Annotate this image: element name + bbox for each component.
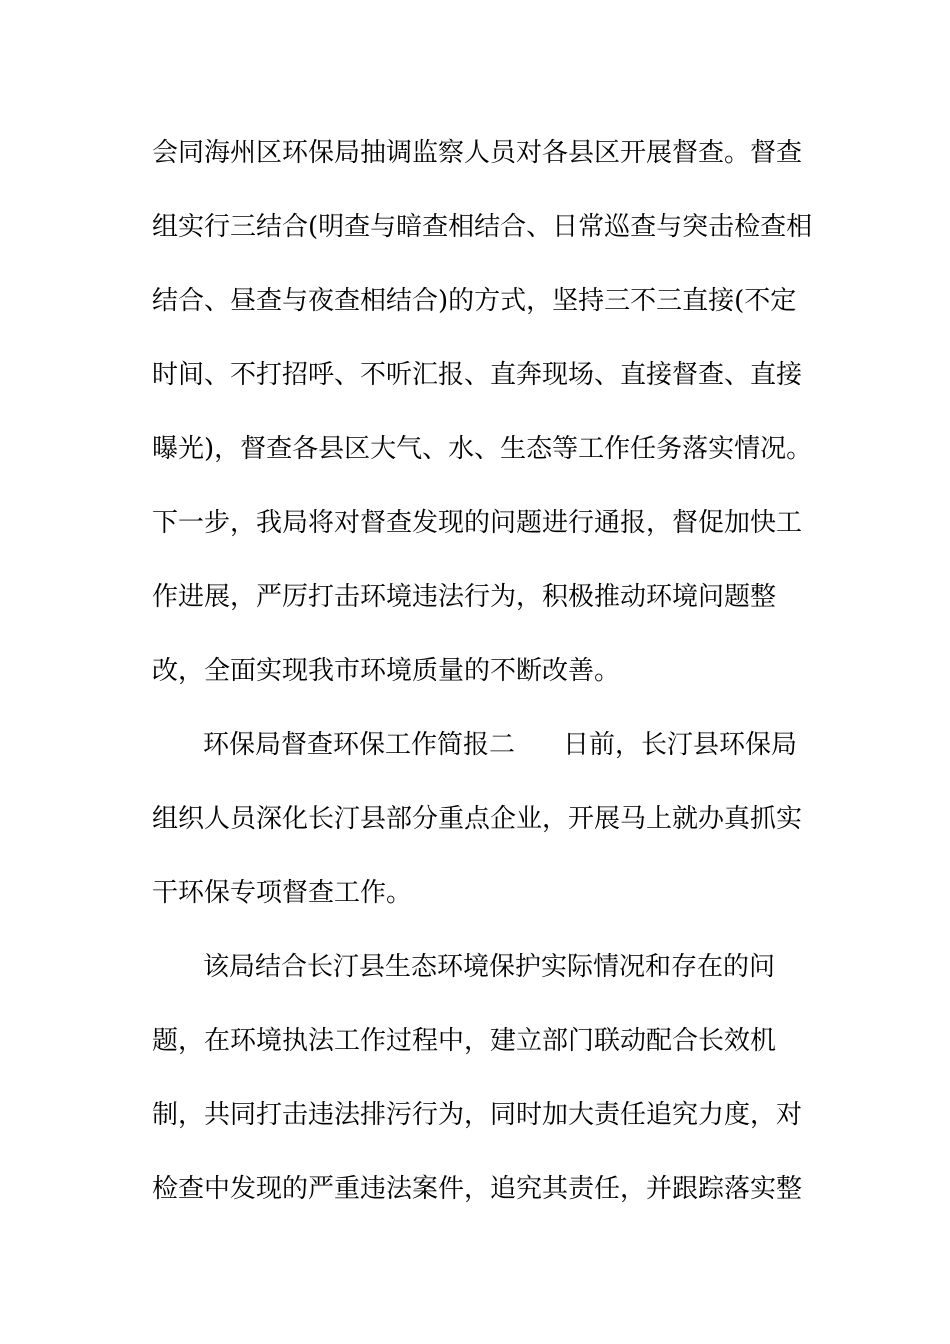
text-line: 干环保专项督查工作。 (152, 878, 413, 908)
text-line: 题，在环境执法工作过程中，建立部门联动配合长效机 (152, 1026, 777, 1056)
text-span: 日前，长汀县环保局 (563, 730, 798, 760)
text-line: 下一步，我局将对督查发现的问题进行通报，督促加快工 (152, 508, 803, 538)
text-line: 时间、不打招呼、不听汇报、直奔现场、直接督查、直接 (152, 360, 803, 390)
text-line: 改，全面实现我市环境质量的不断改善。 (152, 656, 621, 686)
text-line: 会同海州区环保局抽调监察人员对各县区开展督查。督查 (152, 138, 803, 168)
briefing-heading-line (203, 728, 797, 762)
text-line: 该局结合长汀县生态环境保护实际情况和存在的问 (203, 952, 776, 982)
text-line: 组实行三结合(明查与暗查相结合、日常巡查与突击检查相 (152, 212, 813, 242)
text-line: 曝光)，督查各县区大气、水、生态等工作任务落实情况。 (152, 434, 813, 464)
text-line: 检查中发现的严重违法案件，追究其责任，并跟踪落实整 (152, 1174, 803, 1204)
text-line: 制，共同打击违法排污行为，同时加大责任追究力度，对 (152, 1100, 803, 1130)
text-line: 作进展，严厉打击环境违法行为，积极推动环境问题整 (152, 582, 777, 612)
briefing-title: 环保局督查环保工作简报二 (203, 730, 516, 760)
text-line: 组织人员深化长汀县部分重点企业，开展马上就办真抓实 (152, 804, 803, 834)
text-line: 结合、昼查与夜查相结合)的方式，坚持三不三直接(不定 (152, 286, 797, 316)
